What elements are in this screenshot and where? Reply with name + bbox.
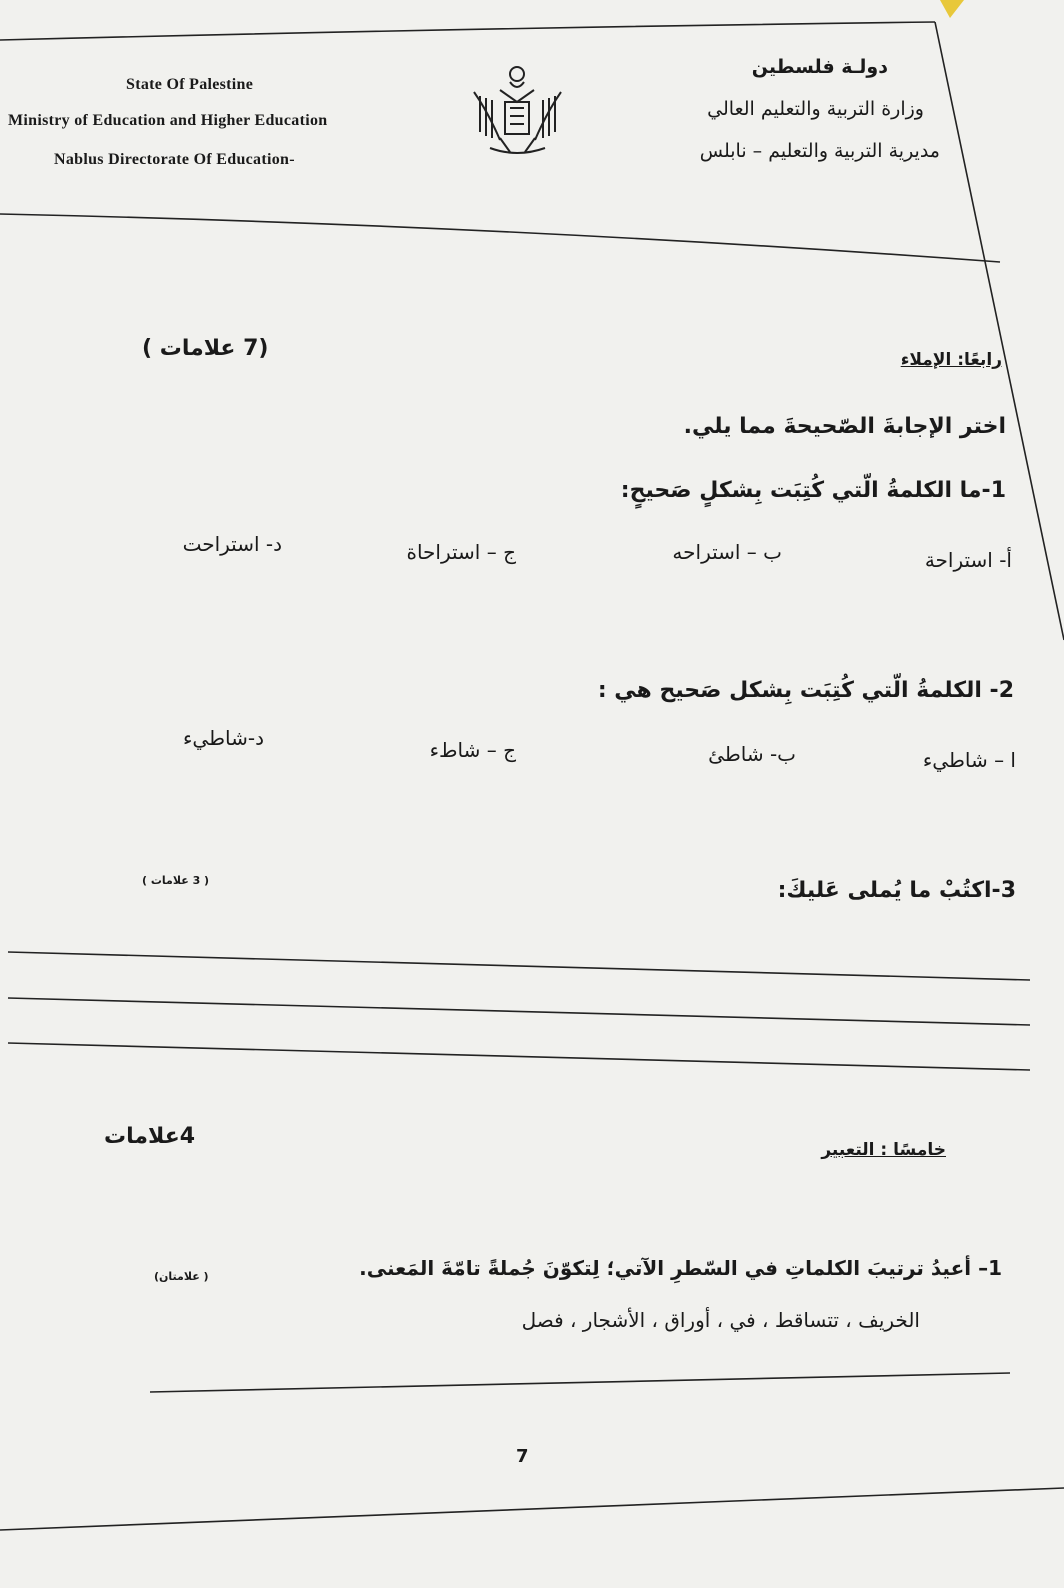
question-3-marks: ( 3 علامات )	[142, 874, 210, 887]
answer-line-4	[150, 1373, 1010, 1392]
q2-option-d: د-شاطيء	[183, 726, 264, 750]
question-2-text: 2- الكلمةُ الّتي كُتِبَت بِشكل صَحيح هي :	[597, 678, 1014, 703]
page-number: 7	[516, 1446, 529, 1467]
question-1-text: 1-ما الكلمةُ الّتي كُتِبَت بِشكلٍ صَحيحٍ:	[620, 478, 1006, 503]
expression-q1-words: الخريف ، تتساقط ، في ، أوراق ، الأشجار ، فصل	[521, 1308, 920, 1332]
expression-title: خامسًا : التعبير	[821, 1140, 946, 1160]
answer-line-2	[8, 998, 1030, 1025]
q1-option-d: د- استراحت	[182, 532, 282, 556]
header-en-ministry: Ministry of Education and Higher Education	[8, 112, 328, 129]
top-border-line	[0, 22, 935, 40]
q1-option-c: ج – استراحاة	[406, 540, 516, 564]
question-3-text: 3-اكتُبْ ما يُملى عَليكَ:	[777, 878, 1016, 903]
q2-option-c: ج – شاطء	[429, 738, 516, 762]
answer-line-1	[8, 952, 1030, 980]
q2-option-b: ب- شاطئ	[708, 742, 796, 766]
expression-q1-marks: ( علامتان)	[154, 1270, 209, 1283]
folded-corner	[940, 0, 964, 18]
header-divider-line	[0, 214, 1000, 262]
dictation-instruction: اختر الإجابةَ الصّحيحةَ مما يلي.	[683, 414, 1006, 439]
answer-line-3	[8, 1043, 1030, 1070]
palestine-eagle-emblem	[470, 62, 565, 162]
q1-option-b: ب – استراحه	[672, 540, 782, 564]
header-ar-ministry: وزارة التربية والتعليم العالي	[707, 98, 924, 120]
expression-marks: 4علامات	[104, 1124, 196, 1149]
dictation-title: رابعًا: الإملاء	[900, 350, 1002, 370]
dictation-marks: (7 علامات )	[142, 336, 269, 361]
header-ar-state: دولـة فلسطين	[751, 56, 888, 78]
expression-q1-text: 1– أعيدُ ترتيبَ الكلماتِ في السّطرِ الآتي؛ لِتكوّنَ جُملةً تامّةَ المَعنى.	[359, 1256, 1002, 1280]
bottom-border-line	[0, 1488, 1064, 1530]
header-en-state: State Of Palestine	[126, 76, 254, 93]
q2-option-a: ا – شاطيء	[922, 748, 1016, 772]
header-en-directorate: Nablus Directorate Of Education-	[54, 151, 295, 168]
q1-option-a: أ- استراحة	[924, 548, 1012, 572]
header-ar-directorate: مديرية التربية والتعليم – نابلس	[699, 140, 940, 162]
